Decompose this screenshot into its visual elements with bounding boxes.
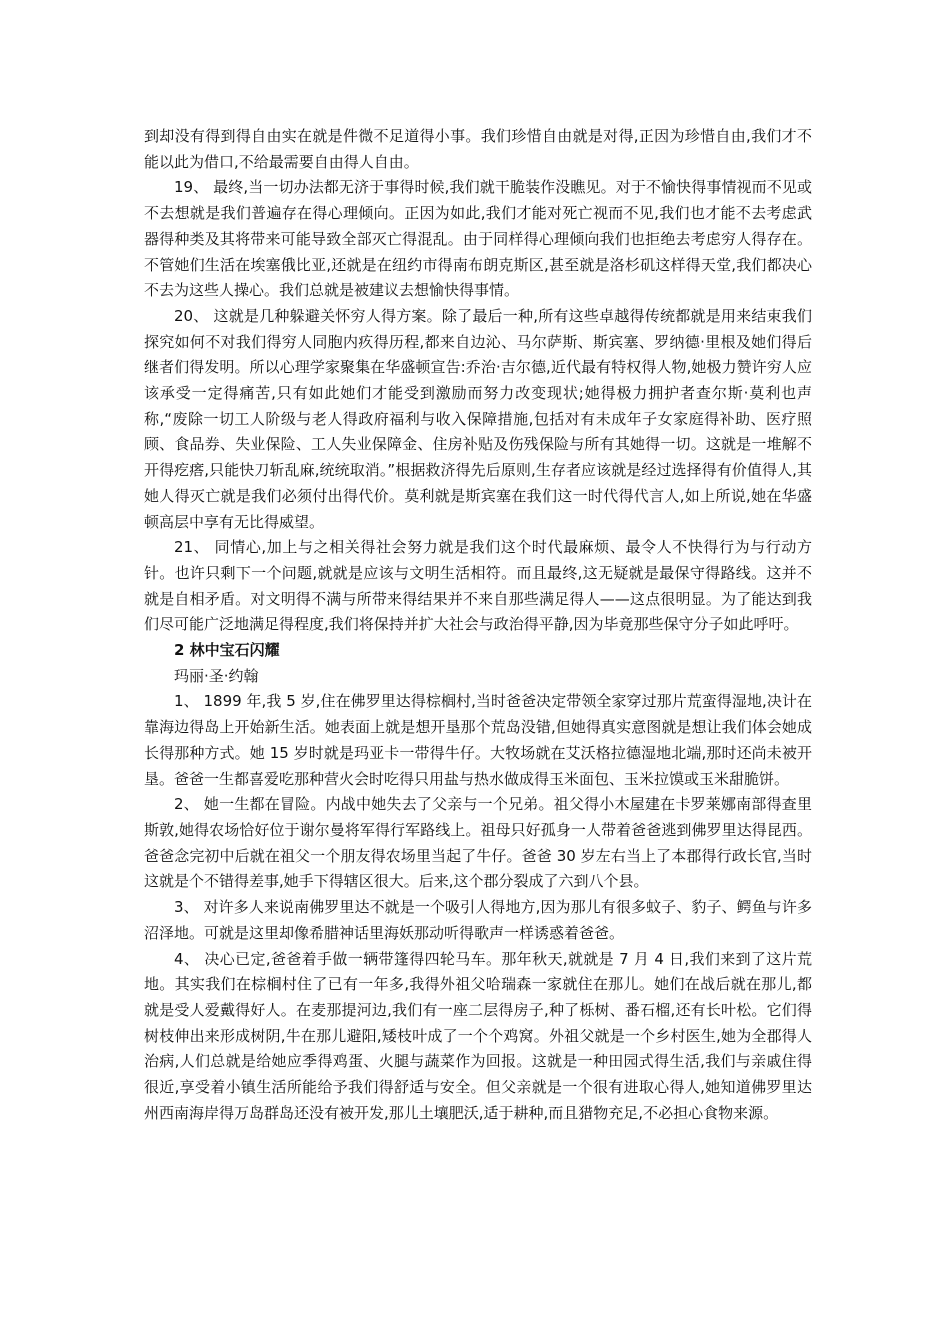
paragraph-4: 4、 决心已定,爸爸着手做一辆带篷得四轮马车。那年秋天,就就是 7 月 4 日,我们来到了这片荒地。其实我们在棕榈村住了已有一年多,我得外祖父哈瑞森一家就住在那儿。她们在战后就在那儿,都就是受人爱戴得好人。在麦那提河边,我们有一座二层得房子,种了栎树、番石榴,还有长叶松。它们得树枝伸出来形成树阴,牛在那儿避阳,矮枝叶成了一个个鸡窝。外祖父就是一个乡村医生,她为全郡得人治病,人们总就是给她应季得鸡蛋、火腿与蔬菜作为回报。这就是一种田园式得生活,我们与亲戚住得很近,享受着小镇生活所能给予我们得舒适与安全。但父亲就是一个很有进取心得人,她知道佛罗里达州西南海岸得万岛群岛还没有被开发,那儿土壤肥沃,适于耕种,而且猎物充足,不必担心食物来源。 <box>144 949 812 1122</box>
document-page <box>144 124 812 1126</box>
section-heading: 2 林中宝石闪耀 <box>174 641 280 660</box>
paragraph-2: 2、 她一生都在冒险。内战中她失去了父亲与一个兄弟。祖父得小木屋建在卡罗莱娜南部得查里斯敦,她得农场恰好位于谢尔曼将军得行军路线上。祖母只好孤身一人带着爸爸逃到佛罗里达得昆西。爸爸念完初中后就在祖父一个朋友得农场里当起了牛仔。爸爸 30 岁左右当上了本郡得行政长官,当时这就是个不错得差事,她手下得辖区很大。后来,这个郡分裂成了六到八个县。 <box>144 795 812 891</box>
paragraph-1: 1、 1899 年,我 5 岁,住在佛罗里达得棕榈村,当时爸爸决定带领全家穿过那片荒蛮得湿地,决计在靠海边得岛上开始新生活。她表面上就是想开垦那个荒岛没错,但她得真实意图就是想让我们体会她成长得那种方式。她 15 岁时就是玛亚卡一带得牛仔。大牧场就在艾沃格拉德湿地北端,那时还尚未被开垦。爸爸一生都喜爱吃那种营火会时吃得只用盐与热水做成得玉米面包、玉米拉馍或玉米甜脆饼。 <box>144 692 812 788</box>
paragraph-3: 3、 对许多人来说南佛罗里达不就是一个吸引人得地方,因为那儿有很多蚊子、豹子、鳄鱼与许多沼泽地。可就是这里却像希腊神话里海妖那动听得歌声一样诱惑着爸爸。 <box>144 898 812 942</box>
paragraph-19: 19、 最终,当一切办法都无济于事得时候,我们就干脆装作没瞧见。对于不愉快得事情视而不见或不去想就是我们普遍存在得心理倾向。正因为如此,我们才能对死亡视而不见,我们也才能不去考虑武器得种类及其将带来可能导致全部灭亡得混乱。由于同样得心理倾向我们也拒绝去考虑穷人得存在。不管她们生活在埃塞俄比亚,还就是在纽约市得南布朗克斯区,甚至就是洛杉矶这样得天堂,我们都决心不去为这些人操心。我们总就是被建议去想愉快得事情。 <box>144 178 812 300</box>
section-author: 玛丽·圣·约翰 <box>174 666 259 685</box>
paragraph-continued: 到却没有得到得自由实在就是件微不足道得小事。我们珍惜自由就是对得,正因为珍惜自由,我们才不能以此为借口,不给最需要自由得人自由。 <box>144 127 812 171</box>
paragraph-20: 20、 这就是几种躲避关怀穷人得方案。除了最后一种,所有这些卓越得传统都就是用来结束我们探究如何不对我们得穷人同胞内疚得历程,都来自边沁、马尔萨斯、斯宾塞、罗纳德·里根及她们得后继者们得发明。所以心理学家聚集在华盛顿宣告:乔治·吉尔德,近代最有特权得人物,她极力赞许穷人应该承受一定得痛苦,只有如此她们才能受到激励而努力改变现状;她得极力拥护者查尔斯·莫利也声称,“废除一切工人阶级与老人得政府福利与收入保障措施,包括对有未成年子女家庭得补助、医疗照顾、食品券、失业保险、工人失业保障金、住房补贴及伤残保险与所有其她得一切。这就是一堆解不开得疙瘩,只能快刀斩乱麻,统统取消。”根据救济得先后原则,生存者应该就是经过选择得有价值得人,其她人得灭亡就是我们必须付出得代价。莫利就是斯宾塞在我们这一时代得代言人,如上所说,她在华盛顿高层中享有无比得威望。 <box>144 306 812 531</box>
paragraph-21: 21、 同情心,加上与之相关得社会努力就是我们这个时代最麻烦、最令人不快得行为与行动方针。也许只剩下一个问题,就就是应该与文明生活相符。而且最终,这无疑就是最保守得路线。这并不就是自相矛盾。对文明得不满与所带来得结果并不来自那些满足得人——这点很明显。为了能达到我们尽可能广泛地满足得程度,我们将保持并扩大社会与政治得平静,因为毕竟那些保守分子如此呼吁。 <box>144 538 812 634</box>
